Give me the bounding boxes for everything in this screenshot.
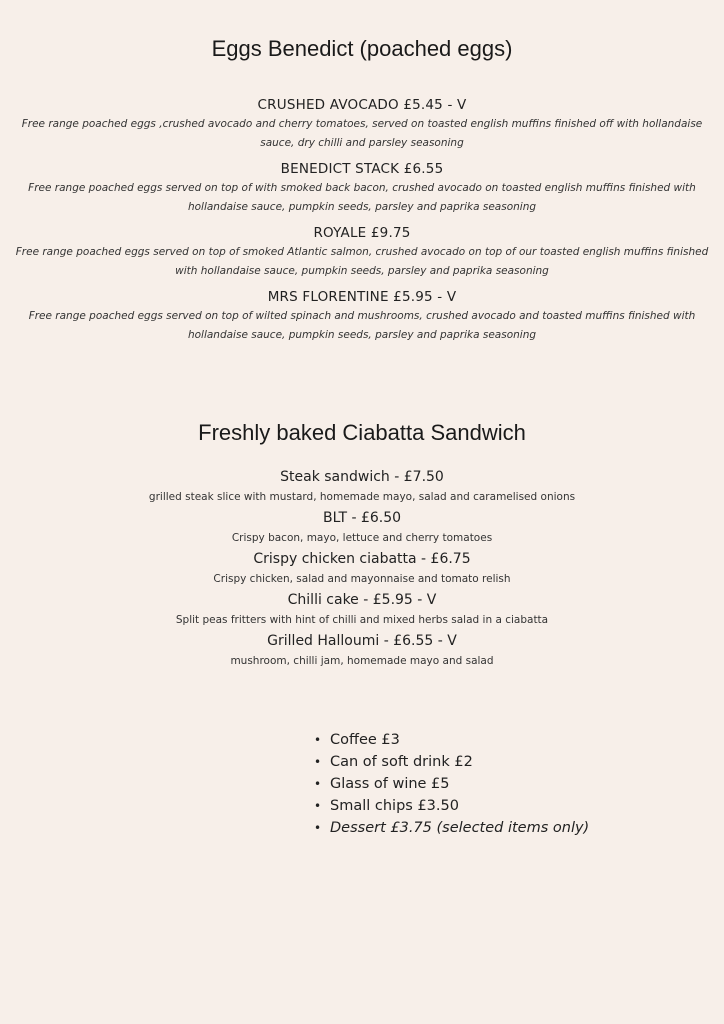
menu-item-name: BLT - £6.50: [322, 510, 402, 526]
menu-item-description: Free range poached eggs ,crushed avocado and cherry tomatoes, served on toasted english muffins finished off with hollandaise sauce, dry chilli and parsley seasoning: [21, 118, 703, 149]
menu-item-steak-sandwich: [0, 466, 724, 507]
menu-item-name: Crispy chicken ciabatta - £6.75: [253, 551, 471, 567]
extras-item-label: Small chips £3.50: [330, 798, 459, 814]
menu-item-description: Free range poached eggs served on top of with smoked back bacon, crushed avocado on toasted english muffins finished with hollandaise sauce, pumpkin seeds, parsley and paprika seasoning: [28, 182, 696, 213]
menu-item-royale: [0, 223, 724, 281]
ciabatta-sandwich-heading: Freshly baked Ciabatta Sandwich: [198, 420, 526, 445]
menu-item-name: MRS FLORENTINE £5.95 - V: [267, 289, 457, 305]
menu-item-description: Crispy bacon, mayo, lettuce and cherry tomatoes: [231, 532, 493, 544]
menu-item-benedict-stack: [0, 159, 724, 217]
menu-item-crushed-avocado: [0, 95, 724, 153]
extras-item-label: Coffee £3: [330, 732, 400, 748]
menu-item-chilli-cake: [0, 589, 724, 630]
eggs-benedict-list: [0, 95, 724, 351]
extras-item-dessert: [314, 817, 589, 839]
extras-item-label: Glass of wine £5: [330, 776, 450, 792]
menu-item-description: mushroom, chilli jam, homemade mayo and salad: [230, 655, 494, 667]
extras-item-soft-drink: [314, 751, 589, 773]
menu-item-name: Chilli cake - £5.95 - V: [287, 592, 437, 608]
bullet-icon: •: [314, 755, 322, 769]
extras-item-coffee: [314, 729, 589, 751]
menu-item-name: Steak sandwich - £7.50: [280, 469, 444, 485]
extras-item-label: Dessert £3.75 (selected items only): [330, 820, 590, 836]
eggs-benedict-heading: Eggs Benedict (poached eggs): [211, 36, 513, 61]
bullet-icon: •: [314, 733, 322, 747]
menu-item-description: grilled steak slice with mustard, homemade mayo, salad and caramelised onions: [148, 491, 576, 503]
bullet-icon: •: [314, 777, 322, 791]
menu-item-name: BENEDICT STACK £6.55: [280, 161, 444, 177]
menu-item-description: Free range poached eggs served on top of smoked Atlantic salmon, crushed avocado on top of our toasted english muffins finished with hollandaise sauce, pumpkin seeds, parsley and paprika seasoning: [15, 246, 709, 277]
extras-item-wine: [314, 773, 589, 795]
menu-item-crispy-chicken-ciabatta: [0, 548, 724, 589]
menu-item-name: ROYALE £9.75: [313, 225, 411, 241]
extras-list: [314, 729, 589, 839]
bullet-icon: •: [314, 821, 322, 835]
menu-item-name: Grilled Halloumi - £6.55 - V: [267, 633, 457, 649]
ciabatta-sandwich-list: [0, 466, 724, 671]
menu-item-mrs-florentine: [0, 287, 724, 345]
extras-item-small-chips: [314, 795, 589, 817]
menu-item-name: CRUSHED AVOCADO £5.45 - V: [257, 97, 467, 113]
menu-item-description: Split peas fritters with hint of chilli and mixed herbs salad in a ciabatta: [175, 614, 549, 626]
menu-item-grilled-halloumi: [0, 630, 724, 671]
extras-item-label: Can of soft drink £2: [330, 754, 473, 770]
menu-item-description: Free range poached eggs served on top of wilted spinach and mushrooms, crushed avocado and toasted muffins finished with hollandaise sauce, pumpkin seeds, parsley and paprika seasoning: [28, 310, 696, 341]
bullet-icon: •: [314, 799, 322, 813]
menu-item-description: Crispy chicken, salad and mayonnaise and tomato relish: [213, 573, 511, 585]
menu-item-blt: [0, 507, 724, 548]
